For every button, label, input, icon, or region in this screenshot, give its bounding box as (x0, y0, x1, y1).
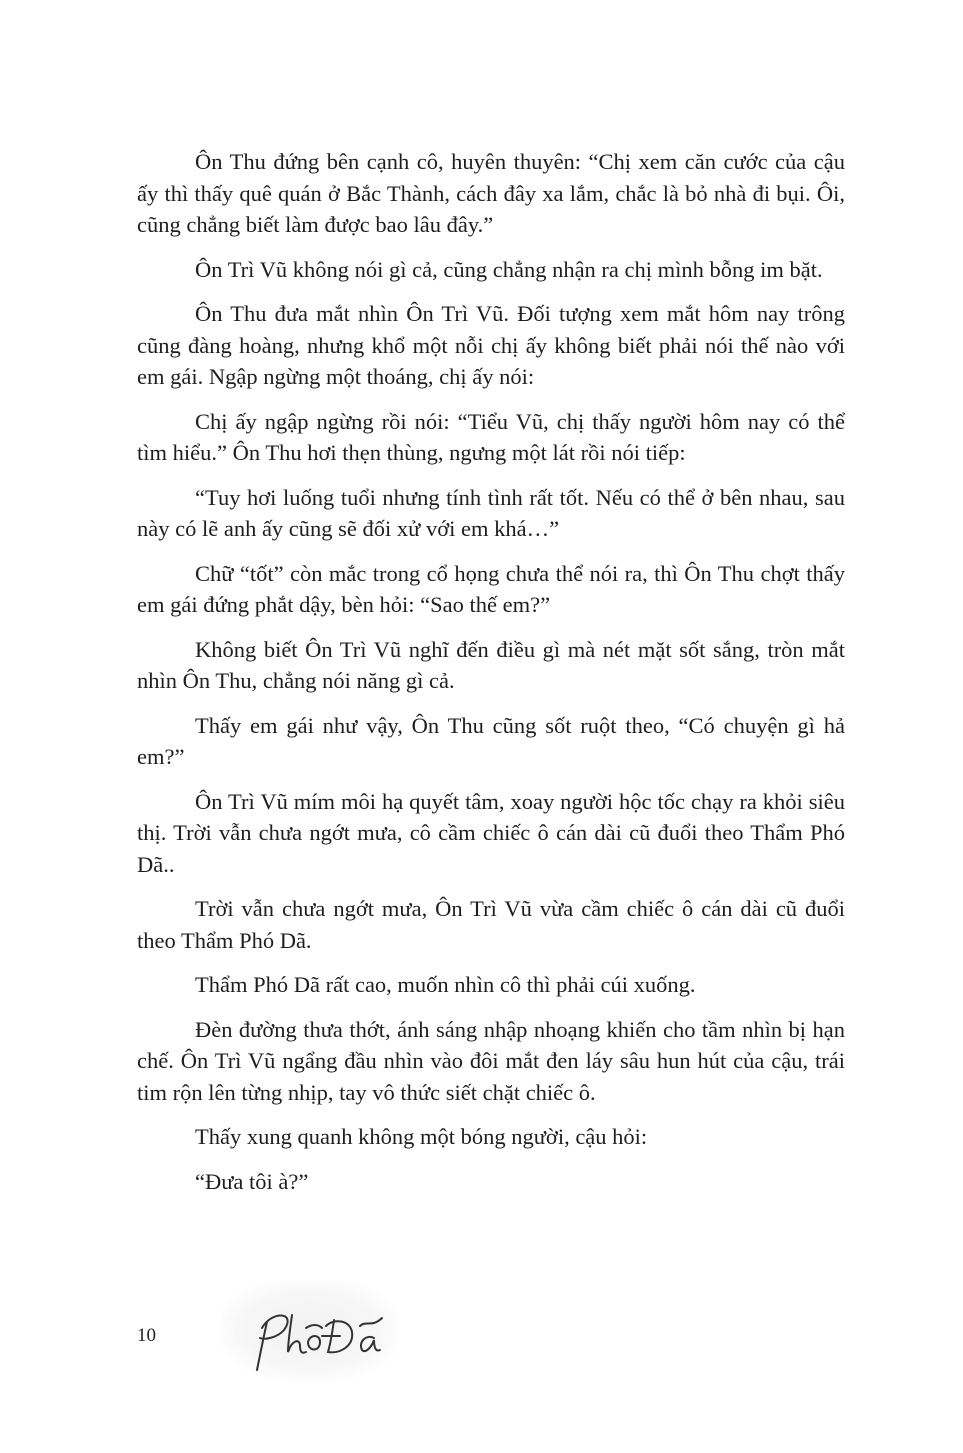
paragraph: Không biết Ôn Trì Vũ nghĩ đến điều gì mà nét mặt sốt sắng, tròn mắt nhìn Ôn Thu, chẳng nói năng gì cả. (137, 636, 845, 693)
signature-logo (222, 1280, 397, 1380)
paragraph: Thẩm Phó Dã rất cao, muốn nhìn cô thì phải cúi xuống. (195, 972, 696, 997)
paragraph: Trời vẫn chưa ngớt mưa, Ôn Trì Vũ vừa cầm chiếc ô cán dài cũ đuổi theo Thẩm Phó Dã. (137, 896, 845, 953)
paragraph: “Đưa tôi à?” (195, 1168, 309, 1194)
body-text (137, 146, 845, 1210)
paragraph: Ôn Thu đứng bên cạnh cô, huyên thuyên: “Chị xem căn cước của cậu ấy thì thấy quê quán ở Bắc Thành, cách đây xa lắm, chắc là bỏ nhà đi bụi. Ôi, cũng chẳng biết làm được bao lâu đây.” (137, 149, 845, 237)
paragraph: Ôn Trì Vũ mím môi hạ quyết tâm, xoay người hộc tốc chạy ra khỏi siêu thị. Trời vẫn chưa ngớt mưa, cô cầm chiếc ô cán dài cũ đuổi theo Thẩm Phó Dã.. (137, 788, 845, 877)
paragraph: Ôn Thu đưa mắt nhìn Ôn Trì Vũ. Đối tượng xem mắt hôm nay trông cũng đàng hoàng, nhưng khổ một nỗi chị ấy không biết phải nói thế nào với em gái. Ngập ngừng một thoáng, chị ấy nói: (137, 301, 845, 389)
signature-icon (222, 1280, 397, 1380)
paragraph: Chữ “tốt” còn mắc trong cổ họng chưa thể nói ra, thì Ôn Thu chợt thấy em gái đứng phắt dậy, bèn hỏi: “Sao thế em?” (137, 560, 845, 617)
page-number: 10 (137, 1325, 156, 1346)
paragraph: Thấy em gái như vậy, Ôn Thu cũng sốt ruột theo, “Có chuyện gì hả em?” (137, 712, 845, 769)
paragraph: Ôn Trì Vũ không nói gì cả, cũng chẳng nhận ra chị mình bỗng im bặt. (195, 256, 823, 282)
paragraph: Đèn đường thưa thớt, ánh sáng nhập nhoạng khiến cho tầm nhìn bị hạn chế. Ôn Trì Vũ ngẩng đầu nhìn vào đôi mắt đen láy sâu hun hút của cậu, trái tim rộn lên từng nhịp, tay vô thức siết chặt chiếc ô. (137, 1016, 845, 1105)
paragraph: “Tuy hơi luống tuổi nhưng tính tình rất tốt. Nếu có thể ở bên nhau, sau này có lẽ anh ấy cũng sẽ đối xử với em khá…” (137, 484, 845, 541)
paragraph: Chị ấy ngập ngừng rồi nói: “Tiểu Vũ, chị thấy người hôm nay có thể tìm hiểu.” Ôn Thu hơi thẹn thùng, ngưng một lát rồi nói tiếp: (137, 408, 845, 465)
paragraph: Thấy xung quanh không một bóng người, cậu hỏi: (195, 1124, 648, 1149)
